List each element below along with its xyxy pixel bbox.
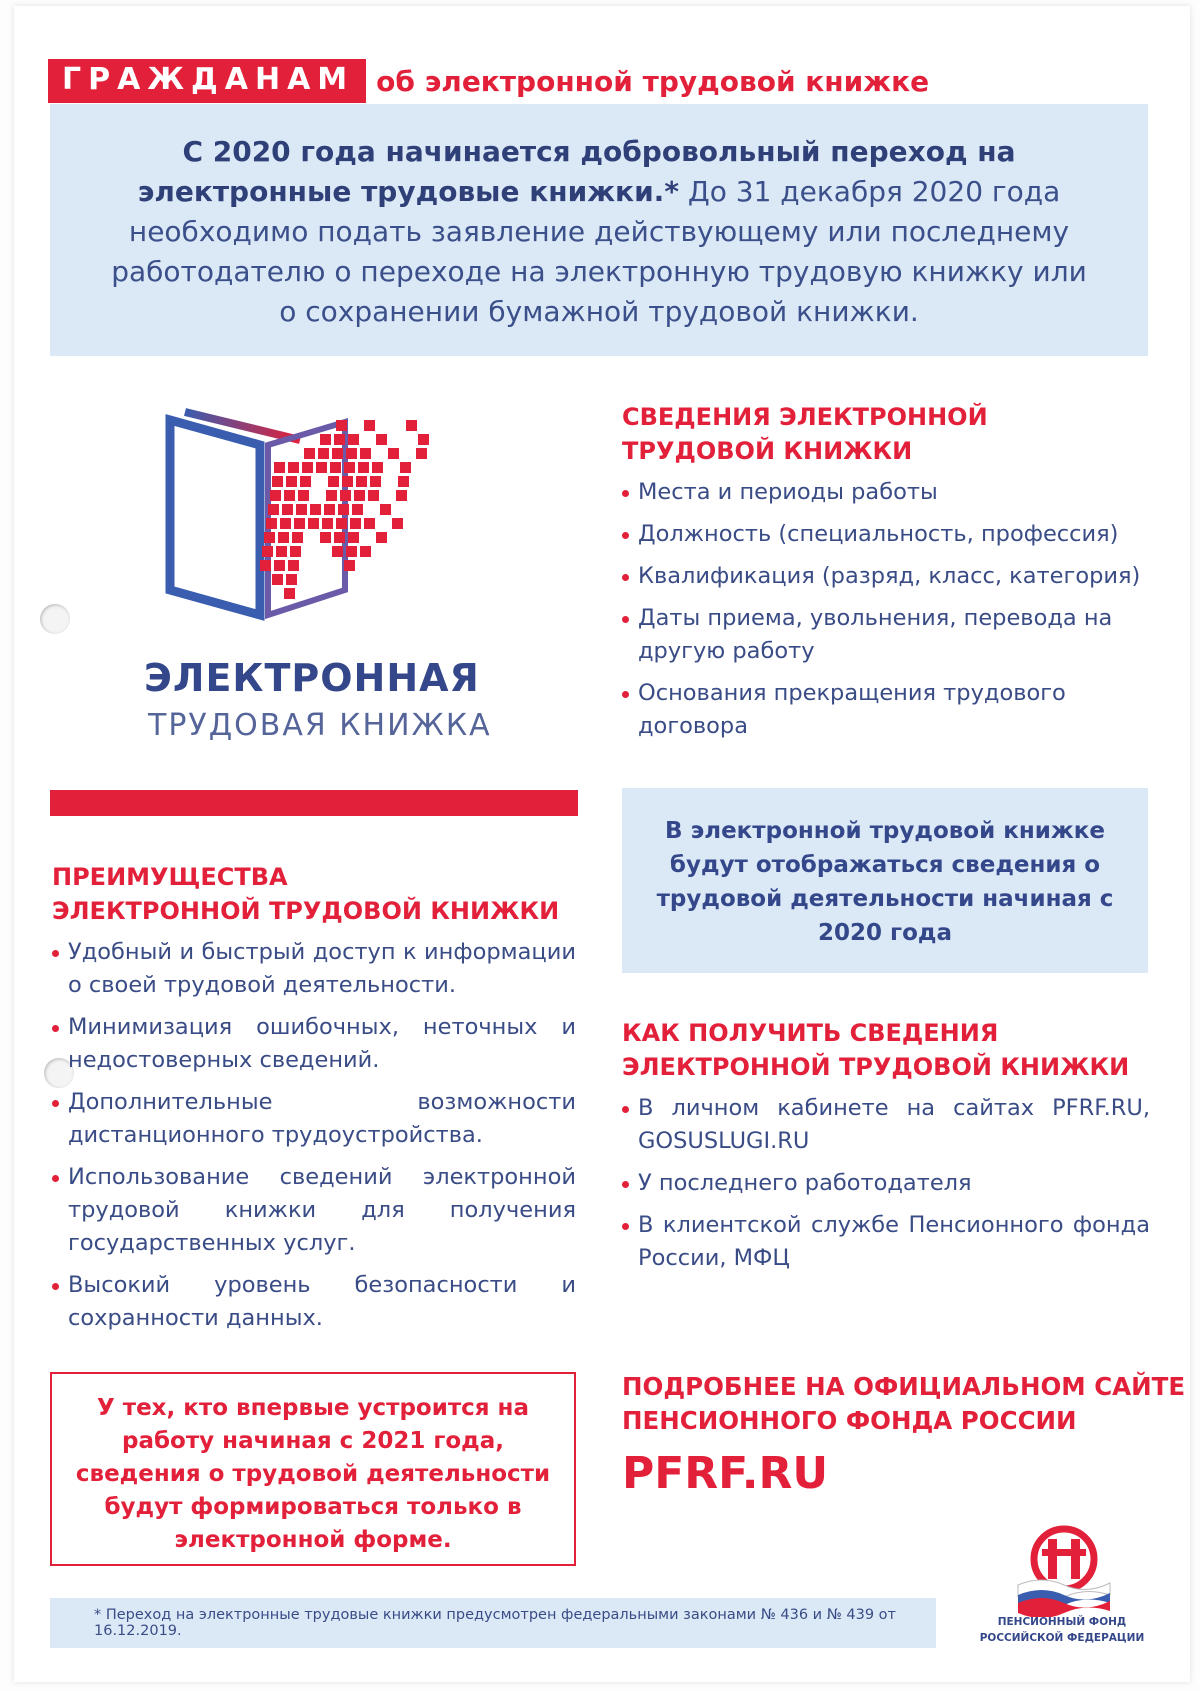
page-header <box>48 60 929 102</box>
header-badge: ГРАЖДАНАМ <box>48 59 366 103</box>
list-item: Даты приема, увольнения, перевода на другую работу <box>622 602 1152 668</box>
list-item: Должность (специальность, профессия) <box>622 518 1152 551</box>
list-item: В личном кабинете на сайтах PFRF.RU, GOSUSLUGI.RU <box>622 1092 1150 1158</box>
details-list <box>622 476 1152 752</box>
list-item: Использование сведений электронной трудовой книжки для получения государственных услуг. <box>52 1161 576 1260</box>
list-item: Места и периоды работы <box>622 476 1152 509</box>
header-subtitle: об электронной трудовой книжке <box>376 64 930 98</box>
list-item: В клиентской службе Пенсионного фонда России, МФЦ <box>622 1209 1150 1275</box>
how-to-title-line1: КАК ПОЛУЧИТЬ СВЕДЕНИЯ <box>622 1019 999 1047</box>
list-item: Дополнительные возможности дистанционного трудоустройства. <box>52 1086 576 1152</box>
details-title-line2: ТРУДОВОЙ КНИЖКИ <box>622 437 913 465</box>
site-title-line2: ПЕНСИОННОГО ФОНДА РОССИИ <box>622 1406 1077 1435</box>
pension-fund-caption <box>972 1614 1152 1646</box>
site-title <box>622 1370 1185 1438</box>
logo-title: ЭЛЕКТРОННАЯ <box>144 656 480 700</box>
list-item: Удобный и быстрый доступ к информации о своей трудовой деятельности. <box>52 936 576 1002</box>
list-item: У последнего работодателя <box>622 1167 1150 1200</box>
pfr-caption-line1: ПЕНСИОННЫЙ ФОНД <box>997 1616 1127 1628</box>
how-to-title-line2: ЭЛЕКТРОННОЙ ТРУДОВОЙ КНИЖКИ <box>622 1053 1130 1081</box>
punch-hole-top <box>40 604 70 634</box>
pension-fund-emblem-icon <box>1012 1525 1116 1617</box>
intro-box <box>50 104 1148 356</box>
site-url-link[interactable]: PFRF.RU <box>622 1448 829 1499</box>
notice-box: У тех, кто впервые устроится на работу начиная с 2021 года, сведения о трудовой деятельности будут формироваться только в электронной форме. <box>50 1372 576 1566</box>
details-title <box>622 400 988 468</box>
how-to-list <box>622 1092 1150 1284</box>
advantages-title-line1: ПРЕИМУЩЕСТВА <box>52 863 288 891</box>
intro-bold-text: С 2020 года начинается добровольный переход на электронные трудовые книжки.* <box>137 135 1016 208</box>
callout-box: В электронной трудовой книжке будут отображаться сведения о трудовой деятельности начиная с 2020 года <box>622 788 1148 973</box>
intro-text: До 31 декабря 2020 года необходимо подать заявление действующему или последнему работодателю о переходе на электронную трудовую книжку или о сохранении бумажной трудовой книжки. <box>111 175 1087 328</box>
red-divider <box>50 790 578 816</box>
list-item: Минимизация ошибочных, неточных и недостоверных сведений. <box>52 1011 576 1077</box>
list-item: Основания прекращения трудового договора <box>622 677 1152 743</box>
electronic-workbook-logo-icon <box>140 400 490 640</box>
how-to-title <box>622 1016 1129 1084</box>
advantages-title-line2: ЭЛЕКТРОННОЙ ТРУДОВОЙ КНИЖКИ <box>52 897 560 925</box>
advantages-title <box>52 860 559 928</box>
list-item: Квалификация (разряд, класс, категория) <box>622 560 1152 593</box>
footnote-bar <box>50 1598 936 1648</box>
advantages-list <box>52 936 576 1344</box>
list-item: Высокий уровень безопасности и сохранности данных. <box>52 1269 576 1335</box>
footnote-text: * Переход на электронные трудовые книжки предусмотрен федеральными законами № 436 и № 439 от 16.12.2019. <box>94 1607 896 1639</box>
site-title-line1: ПОДРОБНЕЕ НА ОФИЦИАЛЬНОМ САЙТЕ <box>622 1372 1186 1401</box>
details-title-line1: СВЕДЕНИЯ ЭЛЕКТРОННОЙ <box>622 403 988 431</box>
logo-subtitle: ТРУДОВАЯ КНИЖКА <box>148 708 492 743</box>
pfr-caption-line2: РОССИЙСКОЙ ФЕДЕРАЦИИ <box>979 1632 1145 1644</box>
